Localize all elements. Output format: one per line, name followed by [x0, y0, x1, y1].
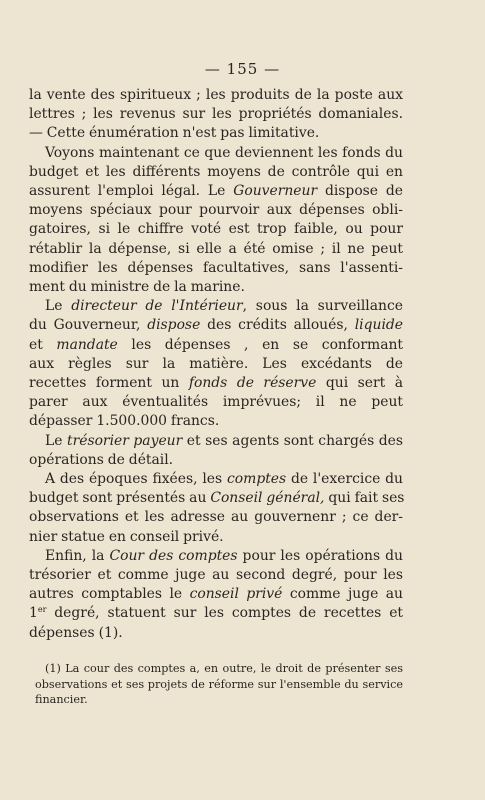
text-line: observations et les adresse au gouvernenr ; ce der- [29, 509, 403, 526]
text-line: rétablir la dépense, si elle a été omise ; il ne peut [29, 240, 403, 257]
text-line: du Gouverneur, dispose des crédits alloués, liquide [29, 317, 403, 334]
emphasis: comptes [227, 471, 287, 488]
emphasis: liquide [354, 317, 403, 334]
footnote-line: (1) La cour des comptes a, en outre, le droit de présenter ses [45, 662, 403, 675]
superscript: er [37, 605, 47, 615]
text-line: nier statue en conseil privé. [29, 528, 224, 545]
text-line: opérations de détail. [29, 451, 174, 468]
text-line: lettres ; les revenus sur les propriétés domaniales. [29, 106, 403, 123]
text-line: recettes forment un fonds de réserve qui sert à [29, 375, 403, 392]
paragraph-start-line: Enfin, la Cour des comptes pour les opérations du [45, 547, 403, 564]
paragraph-start-line: Le directeur de l'Intérieur, sous la surveillance [45, 298, 403, 315]
text-line: la vente des spiritueux ; les produits de la poste aux [29, 87, 403, 103]
emphasis: trésorier payeur [67, 432, 183, 449]
text-line: dépenses (1). [29, 624, 123, 641]
emphasis: Conseil général, [210, 490, 325, 507]
text-line: parer aux éventualités imprévues; il ne peut [29, 394, 403, 411]
text-line: et mandate les dépenses , en se conformant [29, 336, 403, 353]
emphasis: mandate [56, 336, 118, 353]
text-line: moyens spéciaux pour pourvoir aux dépenses obli- [29, 202, 403, 219]
paragraph-start-line: Le trésorier payeur et ses agents sont chargés des [45, 432, 403, 449]
emphasis: dispose [147, 317, 201, 334]
text-line: dépasser 1.500.000 francs. [29, 413, 220, 430]
text-line: — Cette énumération n'est pas limitative. [29, 125, 320, 142]
text-line: assurent l'emploi légal. Le Gouverneur dispose de [29, 183, 403, 200]
text-line: trésorier et comme juge au second degré, pour les [29, 567, 403, 584]
footnote-line: financier. [35, 693, 88, 707]
footnote [35, 661, 403, 708]
paragraph-start-line: A des époques fixées, les comptes de l'exercice du [45, 471, 403, 488]
emphasis: Cour des comptes [109, 547, 238, 564]
emphasis: Gouverneur [233, 183, 318, 200]
text-line: budget et les différents moyens de contrôle qui en [29, 163, 403, 180]
paragraph-start-line: Voyons maintenant ce que deviennent les fonds du [45, 144, 403, 161]
emphasis: directeur de l'Intérieur [71, 298, 243, 315]
emphasis: fonds de réserve [188, 375, 317, 392]
text-line: aux règles sur la matière. Les excédants de [29, 355, 403, 372]
text-line: 1er degré, statuent sur les comptes de recettes et [29, 605, 403, 622]
footnote-line: observations et ses projets de réforme sur l'ensemble du service [35, 677, 403, 691]
text-line: modifier les dépenses facultatives, sans l'assenti- [29, 259, 403, 276]
body-text [29, 86, 403, 643]
text-line: gatoires, si le chiffre voté est trop faible, ou pour [29, 221, 403, 238]
text-line: ment du ministre de la marine. [29, 279, 245, 296]
page-number: — 155 — [204, 60, 281, 78]
text-line: autres comptables le conseil privé comme juge au [29, 586, 404, 603]
emphasis: conseil privé [189, 586, 283, 603]
text-line: budget sont présentés au Conseil général, qui fait ses [29, 490, 405, 507]
